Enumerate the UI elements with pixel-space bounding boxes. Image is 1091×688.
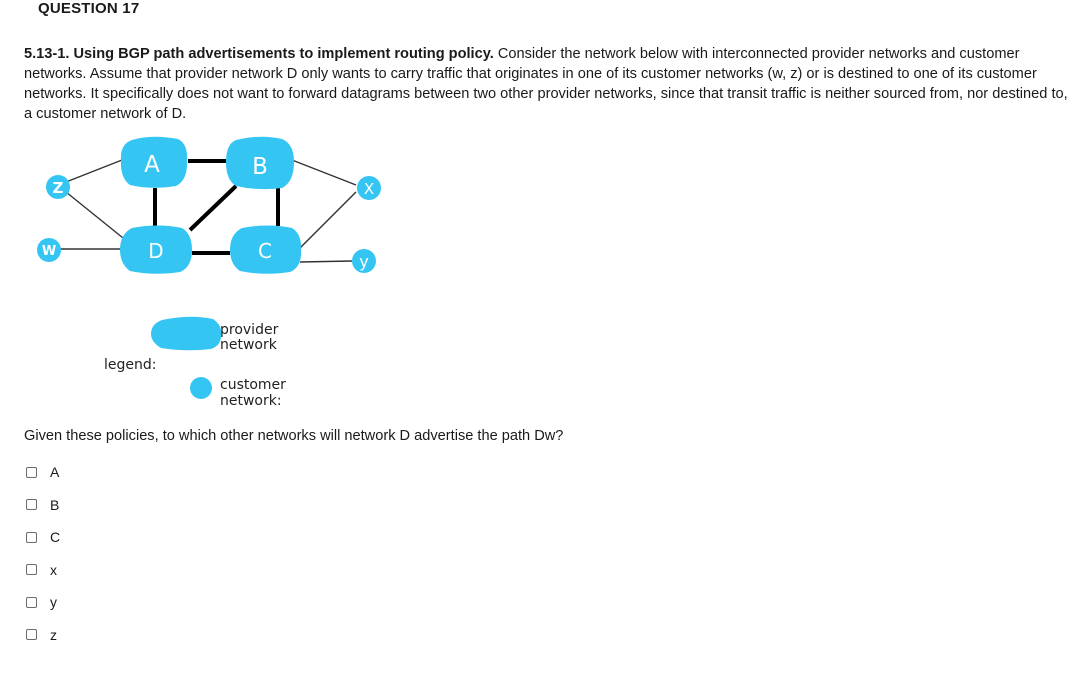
provider-node-c-label: C (258, 239, 272, 263)
answer-option[interactable] (26, 586, 60, 619)
legend-provider (151, 317, 279, 353)
prompt-title: 5.13-1. Using BGP path advertisements to implement routing policy. (24, 46, 494, 62)
answer-option[interactable] (26, 456, 60, 489)
question-header: QUESTION 17 (38, 0, 140, 17)
link-c-y (300, 261, 352, 262)
answer-label: B (50, 496, 60, 513)
customer-node-x-label: X (363, 180, 375, 198)
provider-node-a (121, 137, 187, 188)
answer-checkbox[interactable] (26, 499, 37, 510)
legend-provider-label-1: provider (220, 322, 279, 338)
network-diagram-svg (30, 130, 390, 420)
answer-label: C (50, 529, 61, 546)
customer-node-y-label: y (359, 252, 369, 271)
network-diagram (30, 130, 390, 420)
provider-node-a-label: A (144, 152, 160, 178)
answer-checkbox[interactable] (26, 629, 37, 640)
link-z-d (66, 192, 128, 242)
legend-title: legend: (104, 357, 157, 373)
answer-option[interactable] (26, 619, 60, 652)
question-prompt (24, 44, 1074, 124)
customer-node-z (46, 175, 70, 199)
customer-node-y (352, 249, 376, 273)
customer-node-x (357, 176, 381, 200)
answer-label: z (50, 626, 57, 643)
legend-customer (190, 377, 286, 409)
answer-option[interactable] (26, 521, 60, 554)
link-c-x (292, 192, 356, 256)
customer-node-w-label: W (41, 244, 57, 259)
answer-option[interactable] (26, 554, 60, 587)
answer-checkbox[interactable] (26, 597, 37, 608)
link-z-a (66, 160, 122, 182)
question-text: Given these policies, to which other networks will network D advertise the path Dw? (24, 428, 564, 444)
answer-option[interactable] (26, 489, 60, 522)
answer-label: A (50, 464, 60, 481)
legend-customer-label-1: customer (220, 377, 286, 393)
legend-provider-label-2: network (220, 337, 277, 353)
provider-node-d (120, 226, 192, 274)
customer-node-z-label: Z (52, 179, 64, 197)
provider-node-b (226, 137, 294, 189)
link-b-d (190, 186, 236, 230)
provider-node-d-label: D (148, 239, 164, 263)
prompt-body: Consider the network below with interconnected provider networks and customer networks. Assume that provider network D only wants to carry traffic that originates in one of its customer networks (w, z) or is destined to one of its customer networks. It specifically does not want to forward datagrams between two other provider networks, since that transit traffic is neither sourced from, nor destined to, a customer network of D. (24, 46, 1068, 122)
answer-checkbox[interactable] (26, 532, 37, 543)
legend-customer-label-2: network: (220, 393, 282, 409)
answer-options (26, 456, 60, 651)
answer-label: x (50, 561, 57, 578)
customer-node-w (37, 238, 61, 262)
answer-checkbox[interactable] (26, 467, 37, 478)
provider-node-b-label: B (252, 154, 268, 180)
answer-label: y (50, 594, 57, 611)
link-b-x (292, 160, 356, 185)
answer-checkbox[interactable] (26, 564, 37, 575)
provider-node-c (230, 226, 301, 274)
